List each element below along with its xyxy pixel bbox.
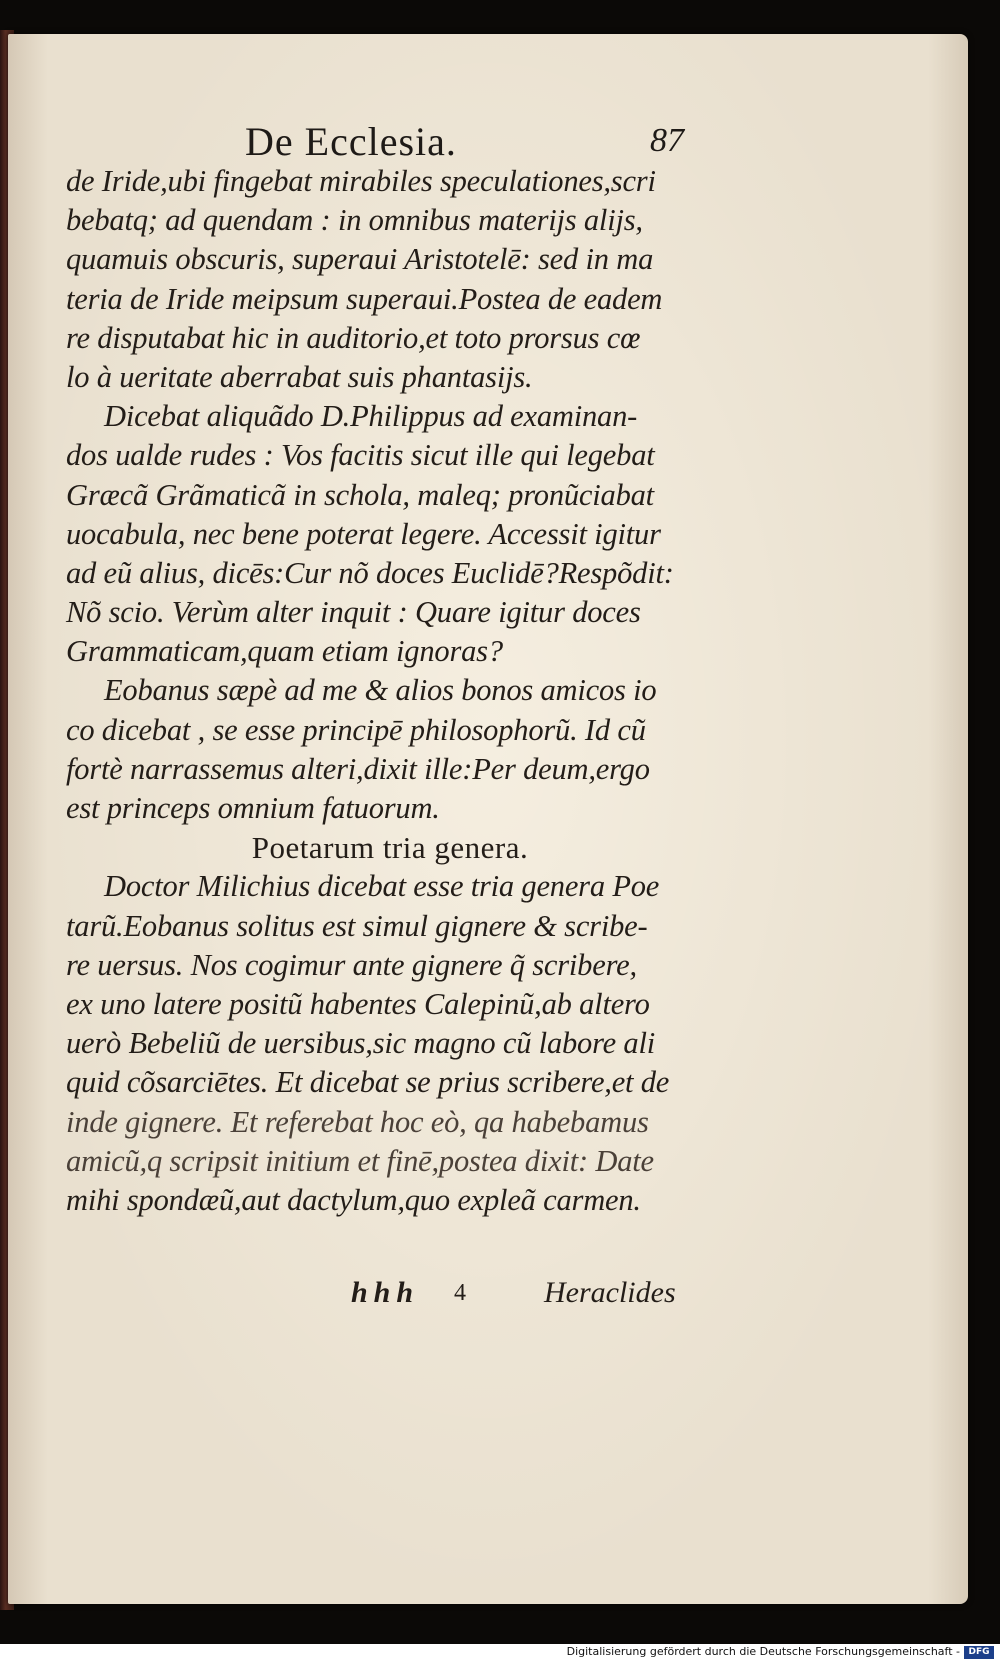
text-line: Dicebat aliquãdo D.Philippus ad examinan- [104,399,638,434]
text-line: uerò Bebeliũ de uersibus,sic magno cũ labore ali [66,1026,656,1061]
signature-mark: hhh [351,1276,420,1309]
running-head-title: De Ecclesia. [245,119,457,164]
text-line: re uersus. Nos cogimur ante gignere q̃ scribere, [66,947,637,982]
text-line: bebatq; ad quendam : in omnibus materijs alijs, [66,203,643,238]
footer-credit: Digitalisierung gefördert durch die Deutsche Forschungsgemeinschaft - [566,1645,960,1658]
text-line: Eobanus sæpè ad me & alios bonos amicos io [104,673,657,708]
page-number: 87 [650,122,684,159]
text-line: teria de Iride meipsum superaui.Postea de eadem [66,281,663,316]
section-heading: Poetarum tria genera. [251,830,529,866]
text-line: re disputabat hic in auditorio,et toto prorsus cœ [66,320,641,355]
dfg-logo-icon: DFG [964,1646,994,1659]
digitization-footer [0,1644,1000,1662]
text-line: lo à ueritate aberrabat suis phantasijs. [66,359,533,394]
text-line: Doctor Milichius dicebat esse tria genera Poe [104,869,660,904]
running-head [60,118,684,164]
body-text [66,162,696,1220]
text-line: quamuis obscuris, superaui Aristotelē: sed in ma [66,242,654,277]
catchword: Heraclides [544,1276,676,1309]
text-line: ex uno latere positũ habentes Calepinũ,ab altero [66,986,650,1021]
text-line: uocabula, nec bene poterat legere. Accessit igitur [66,516,661,551]
text-line: est princeps omnium fatuorum. [66,791,440,825]
text-line: de Iride,ubi fingebat mirabiles speculationes,scri [66,164,656,198]
text-line: inde gignere. Et referebat hoc eò, qa habebamus [66,1104,649,1139]
text-line: Grammaticam,quam etiam ignoras? [66,634,503,669]
text-line: amicũ,q scripsit initium et finē,postea dixit: Date [66,1143,654,1178]
signature-number: 4 [454,1280,466,1306]
text-line: dos ualde rudes : Vos facitis sicut ille qui legebat [66,438,655,473]
text-line: tarũ.Eobanus solitus est simul gignere & scribe- [66,908,648,943]
text-line: ad eũ alius, dicēs:Cur nõ doces Euclidē?Respõdit: [66,555,674,590]
catch-line [66,1276,696,1316]
text-line: quid cõsarciētes. Et dicebat se prius scribere,et de [66,1065,670,1100]
text-line: fortè narrassemus alteri,dixit ille:Per deum,ergo [66,751,650,786]
text-line: Nõ scio. Verùm alter inquit : Quare igitur doces [66,595,641,630]
text-line: Græcã Grãmaticã in schola, maleq; pronũciabat [66,477,654,512]
text-line: co dicebat , se esse principē philosophorũ. Id cũ [66,712,646,747]
text-line: mihi spondæũ,aut dactylum,quo expleã carmen. [66,1182,641,1217]
